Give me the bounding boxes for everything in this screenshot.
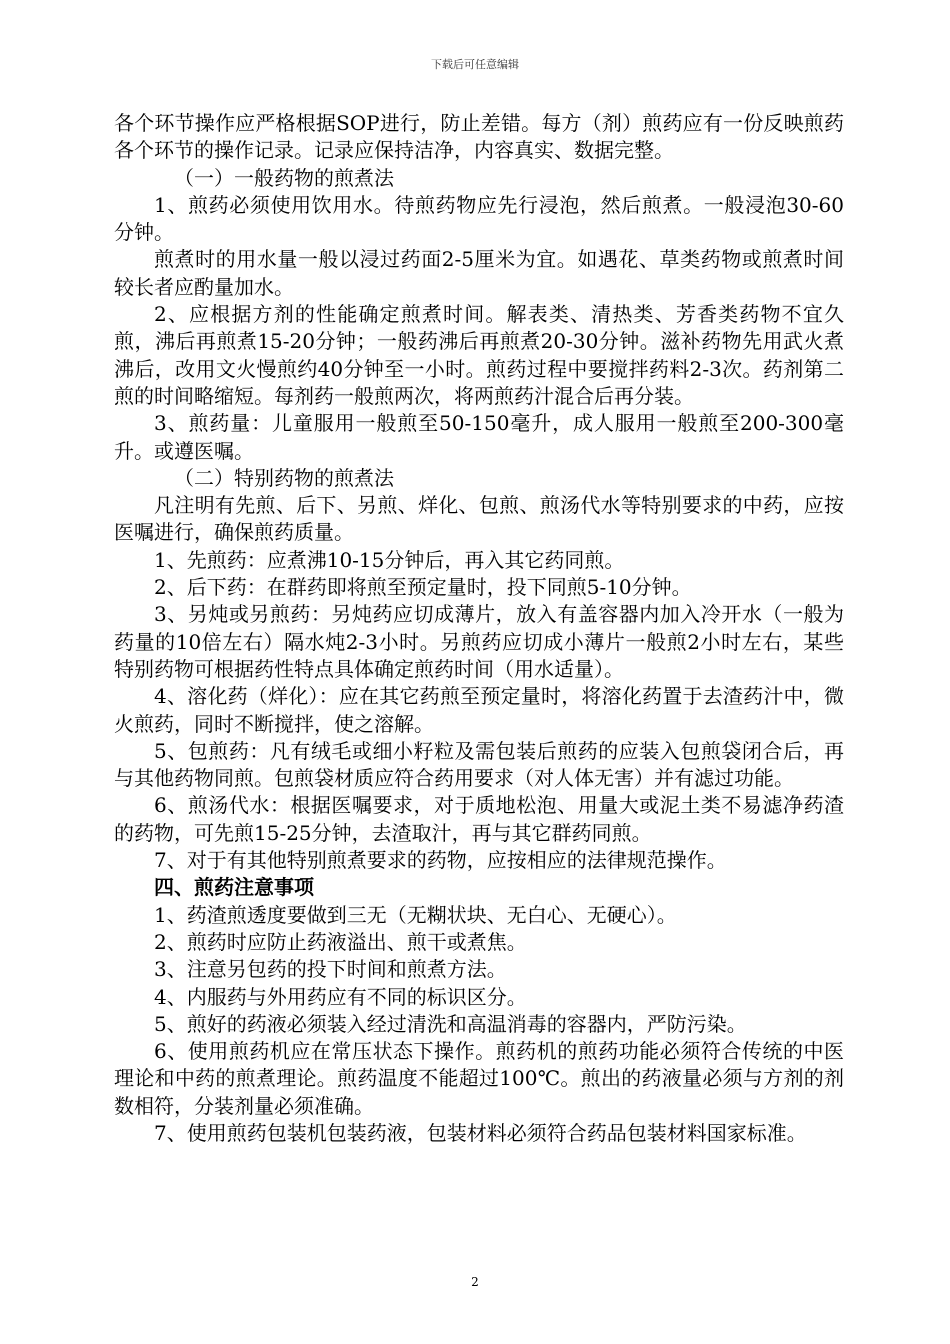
paragraph-precaution-5: 5、煎好的药液必须装入经过清洗和高温消毒的容器内，严防污染。 (154, 1011, 747, 1036)
paragraph-water-soaking: 1、煎药必须使用饮用水。待煎药物应先行浸泡，然后煎煮。一般浸泡30-60分钟。 (114, 192, 844, 245)
paragraph-separate-stew: 3、另炖或另煎药：另炖药应切成薄片，放入有盖容器内加入冷开水（一般为药量的10倍左右）隔水炖2-3小时。另煎药应切成小薄片一般煎2小时左右，某些特别药物可根据药性特点具体确定煎药时间（用水适量）。 (114, 602, 844, 681)
paragraph-precaution-3: 3、注意另包药的投下时间和煎煮方法。 (154, 957, 507, 982)
paragraph-wrapped-decoction: 5、包煎药：凡有绒毛或细小籽粒及需包装后煎药的应装入包煎袋闭合后，再与其他药物同煎。包煎袋材质应符合药用要求（对人体无害）并有滤过功能。 (114, 738, 844, 791)
section-heading-precautions: 四、煎药注意事项 (154, 875, 314, 900)
paragraph-precaution-7: 7、使用煎药包装机包装药液，包装材料必须符合药品包装材料国家标准。 (154, 1120, 807, 1145)
document-body (114, 110, 844, 1147)
paragraph-water-amount: 煎煮时的用水量一般以浸过药面2-5厘米为宜。如遇花、草类药物或煎煮时间较长者应酌量加水。 (114, 247, 844, 299)
page-header-note: 下载后可任意编辑 (431, 58, 519, 71)
section-heading-general-decoction: （一）一般药物的煎煮法 (174, 165, 394, 190)
paragraph-special-requirements: 凡注明有先煎、后下、另煎、烊化、包煎、煎汤代水等特别要求的中药，应按医嘱进行，确保煎药质量。 (114, 493, 844, 545)
paragraph-precaution-4: 4、内服药与外用药应有不同的标识区分。 (154, 984, 527, 1009)
paragraph-decoction-as-water: 6、煎汤代水：根据医嘱要求，对于质地松泡、用量大或泥土类不易滤净药渣的药物，可先煎15-25分钟，去渣取汁，再与其它群药同煎。 (114, 793, 844, 845)
page-number: 2 (471, 1275, 479, 1289)
paragraph-decoction-time: 2、应根据方剂的性能确定煎煮时间。解表类、清热类、芳香类药物不宜久煎，沸后再煎煮15-20分钟；一般药沸后再煎煮20-30分钟。滋补药物先用武火煮沸后，改用文火慢煎约40分钟至一小时。煎药过程中要搅拌药料2-3次。药剂第二煎的时间略缩短。每剂药一般煎两次，将两煎药汁混合后再分装。 (114, 302, 844, 408)
paragraph-add-later: 2、后下药：在群药即将煎至预定量时，投下同煎5-10分钟。 (154, 575, 692, 600)
paragraph-melt: 4、溶化药（烊化）：应在其它药煎至预定量时，将溶化药置于去渣药汁中，微火煎药，同时不断搅拌，使之溶解。 (114, 684, 844, 736)
paragraph-sop-intro: 各个环节操作应严格根据SOP进行，防止差错。每方（剂）煎药应有一份反映煎药各个环节的操作记录。记录应保持洁净，内容真实、数据完整。 (114, 111, 844, 163)
paragraph-other-special: 7、对于有其他特别煎煮要求的药物，应按相应的法律规范操作。 (154, 848, 727, 873)
paragraph-decoct-first: 1、先煎药：应煮沸10-15分钟后，再入其它药同煎。 (154, 547, 625, 572)
paragraph-precaution-6: 6、使用煎药机应在常压状态下操作。煎药机的煎药功能必须符合传统的中医理论和中药的煎煮理论。煎药温度不能超过100℃。煎出的药液量必须与方剂的剂数相符，分装剂量必须准确。 (114, 1039, 844, 1118)
paragraph-decoction-volume: 3、煎药量：儿童服用一般煎至50-150毫升，成人服用一般煎至200-300毫升。或遵医嘱。 (114, 411, 844, 463)
paragraph-precaution-2: 2、煎药时应防止药液溢出、煎干或煮焦。 (154, 929, 527, 954)
paragraph-precaution-1: 1、药渣煎透度要做到三无（无糊状块、无白心、无硬心）。 (154, 902, 677, 927)
section-heading-special-decoction: （二）特别药物的煎煮法 (174, 465, 394, 490)
